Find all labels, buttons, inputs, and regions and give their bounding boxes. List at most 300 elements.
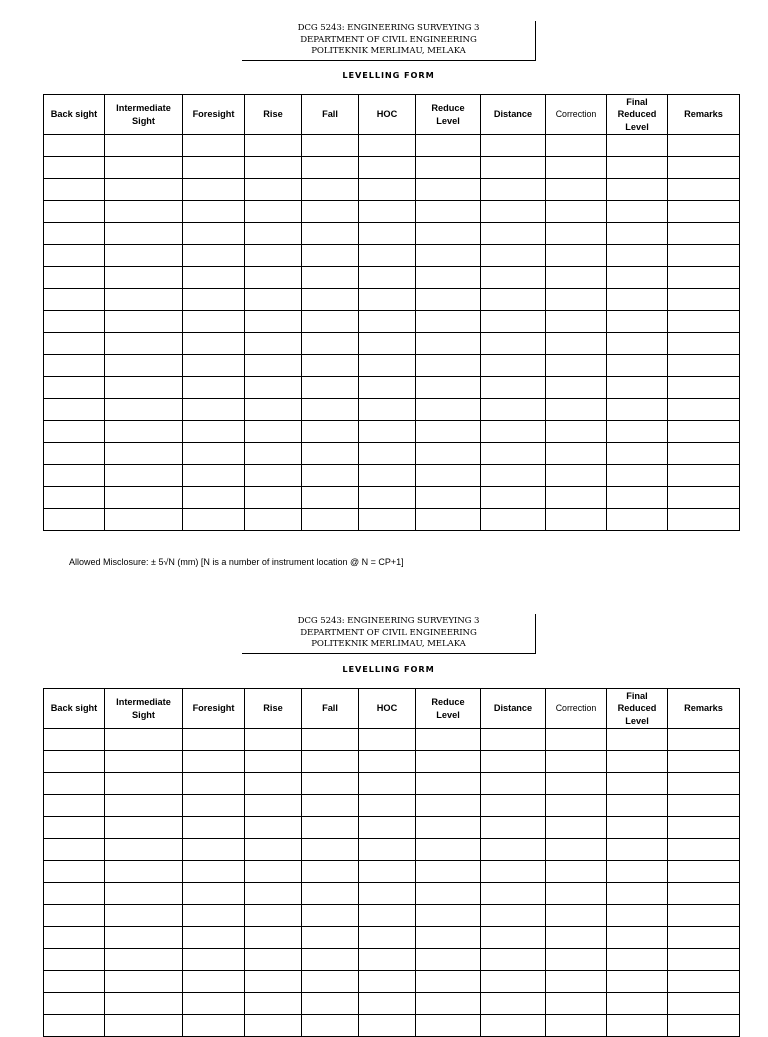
table-cell — [245, 377, 302, 399]
table-row — [44, 993, 740, 1015]
table-cell — [44, 1015, 105, 1037]
table-cell — [546, 751, 607, 773]
table-cell — [668, 421, 740, 443]
table-cell — [481, 795, 546, 817]
table-cell — [359, 993, 416, 1015]
table-cell — [105, 421, 183, 443]
table-cell — [607, 795, 668, 817]
table-cell — [359, 245, 416, 267]
table-cell — [416, 355, 481, 377]
table-cell — [546, 817, 607, 839]
table-cell — [183, 993, 245, 1015]
table-cell — [245, 201, 302, 223]
table-row — [44, 949, 740, 971]
table-cell — [607, 289, 668, 311]
table-cell — [302, 421, 359, 443]
table-cell — [668, 201, 740, 223]
table-cell — [481, 465, 546, 487]
table-cell — [546, 883, 607, 905]
table-cell — [668, 135, 740, 157]
table-cell — [183, 927, 245, 949]
table-cell — [183, 399, 245, 421]
table-cell — [481, 839, 546, 861]
table-cell — [546, 993, 607, 1015]
table-cell — [546, 333, 607, 355]
table-cell — [245, 751, 302, 773]
col-remarks: Remarks — [668, 95, 740, 135]
table-body — [44, 729, 740, 1037]
table-cell — [44, 267, 105, 289]
table-cell — [416, 201, 481, 223]
table-cell — [245, 399, 302, 421]
table-row — [44, 289, 740, 311]
table-cell — [607, 949, 668, 971]
table-cell — [105, 487, 183, 509]
table-cell — [245, 333, 302, 355]
col-remarks: Remarks — [668, 689, 740, 729]
table-row — [44, 487, 740, 509]
table-cell — [183, 311, 245, 333]
table-cell — [607, 201, 668, 223]
table-cell — [183, 157, 245, 179]
table-cell — [183, 201, 245, 223]
table-cell — [416, 421, 481, 443]
table-cell — [44, 289, 105, 311]
table-cell — [44, 905, 105, 927]
table-cell — [359, 355, 416, 377]
table-cell — [302, 729, 359, 751]
table-cell — [245, 135, 302, 157]
table-cell — [668, 223, 740, 245]
table-cell — [416, 795, 481, 817]
table-cell — [481, 509, 546, 531]
table-cell — [668, 751, 740, 773]
table-cell — [359, 487, 416, 509]
form-title: LEVELLING FORM — [342, 664, 435, 674]
table-cell — [183, 861, 245, 883]
table-cell — [44, 245, 105, 267]
table-cell — [105, 729, 183, 751]
table-cell — [359, 465, 416, 487]
col-hoc: HOC — [359, 95, 416, 135]
institution-name: POLITEKNIK MERLIMAU, MELAKA — [311, 46, 466, 56]
table-cell — [359, 839, 416, 861]
table-cell — [245, 311, 302, 333]
table-cell — [481, 817, 546, 839]
table-cell — [44, 729, 105, 751]
table-cell — [359, 773, 416, 795]
table-cell — [359, 311, 416, 333]
table-cell — [546, 729, 607, 751]
table-cell — [302, 861, 359, 883]
table-cell — [607, 223, 668, 245]
table-cell — [668, 883, 740, 905]
table-cell — [607, 465, 668, 487]
table-cell — [546, 465, 607, 487]
table-cell — [105, 289, 183, 311]
table-cell — [302, 399, 359, 421]
table-cell — [105, 157, 183, 179]
table-cell — [359, 883, 416, 905]
table-cell — [607, 927, 668, 949]
table-cell — [183, 905, 245, 927]
table-cell — [302, 223, 359, 245]
table-body — [44, 135, 740, 531]
table-cell — [245, 905, 302, 927]
table-cell — [416, 245, 481, 267]
table-cell — [302, 311, 359, 333]
table-row — [44, 465, 740, 487]
table-cell — [668, 443, 740, 465]
col-rise: Rise — [245, 689, 302, 729]
table-cell — [359, 267, 416, 289]
table-cell — [668, 355, 740, 377]
table-cell — [245, 1015, 302, 1037]
table-cell — [302, 509, 359, 531]
table-cell — [245, 773, 302, 795]
table-row — [44, 971, 740, 993]
col-back-sight: Back sight — [44, 689, 105, 729]
table-cell — [607, 179, 668, 201]
table-cell — [44, 179, 105, 201]
col-intermediate-sight: Intermediate Sight — [105, 95, 183, 135]
table-cell — [359, 201, 416, 223]
table-cell — [105, 883, 183, 905]
table-cell — [302, 949, 359, 971]
table-cell — [546, 795, 607, 817]
table-cell — [183, 817, 245, 839]
table-cell — [546, 443, 607, 465]
table-cell — [245, 267, 302, 289]
table-cell — [668, 773, 740, 795]
table-cell — [481, 135, 546, 157]
table-cell — [44, 751, 105, 773]
table-cell — [416, 377, 481, 399]
table-cell — [359, 223, 416, 245]
table-row — [44, 333, 740, 355]
table-cell — [44, 311, 105, 333]
table-row — [44, 179, 740, 201]
table-cell — [44, 773, 105, 795]
table-cell — [302, 355, 359, 377]
table-cell — [481, 377, 546, 399]
table-cell — [302, 927, 359, 949]
table-cell — [668, 1015, 740, 1037]
table-cell — [44, 157, 105, 179]
table-cell — [183, 1015, 245, 1037]
table-row — [44, 443, 740, 465]
table-cell — [302, 795, 359, 817]
table-cell — [302, 751, 359, 773]
table-cell — [105, 201, 183, 223]
table-cell — [44, 817, 105, 839]
table-cell — [481, 861, 546, 883]
table-cell — [607, 399, 668, 421]
table-cell — [302, 245, 359, 267]
table-cell — [416, 905, 481, 927]
table-cell — [302, 905, 359, 927]
table-cell — [546, 861, 607, 883]
table-cell — [546, 377, 607, 399]
table-cell — [359, 795, 416, 817]
col-distance: Distance — [481, 95, 546, 135]
table-cell — [245, 465, 302, 487]
table-cell — [668, 795, 740, 817]
table-cell — [668, 157, 740, 179]
table-row — [44, 751, 740, 773]
col-hoc: HOC — [359, 689, 416, 729]
table-row — [44, 355, 740, 377]
table-cell — [105, 179, 183, 201]
table-cell — [481, 267, 546, 289]
table-cell — [183, 465, 245, 487]
table-cell — [359, 905, 416, 927]
table-cell — [245, 861, 302, 883]
table-cell — [245, 971, 302, 993]
table-cell — [245, 927, 302, 949]
table-cell — [44, 399, 105, 421]
table-cell — [302, 157, 359, 179]
table-cell — [183, 421, 245, 443]
table-cell — [607, 751, 668, 773]
table-cell — [481, 223, 546, 245]
table-cell — [546, 1015, 607, 1037]
table-cell — [546, 289, 607, 311]
misclosure-note: Allowed Misclosure: ± 5√N (mm) [N is a number of instrument location @ N = CP+1] — [69, 557, 404, 567]
table-cell — [105, 905, 183, 927]
table-cell — [105, 223, 183, 245]
table-cell — [546, 223, 607, 245]
table-cell — [359, 157, 416, 179]
table-cell — [359, 729, 416, 751]
table-cell — [607, 817, 668, 839]
table-cell — [44, 465, 105, 487]
col-intermediate-sight: Intermediate Sight — [105, 689, 183, 729]
table-cell — [416, 971, 481, 993]
table-cell — [245, 883, 302, 905]
table-cell — [359, 509, 416, 531]
table-cell — [302, 267, 359, 289]
table-cell — [668, 487, 740, 509]
table-cell — [416, 289, 481, 311]
table-cell — [105, 949, 183, 971]
table-cell — [183, 729, 245, 751]
table-cell — [105, 267, 183, 289]
table-cell — [481, 355, 546, 377]
table-row — [44, 245, 740, 267]
table-cell — [416, 135, 481, 157]
table-cell — [44, 443, 105, 465]
table-cell — [302, 465, 359, 487]
table-cell — [546, 509, 607, 531]
table-cell — [302, 883, 359, 905]
table-cell — [481, 927, 546, 949]
table-cell — [481, 751, 546, 773]
table-row — [44, 377, 740, 399]
table-cell — [359, 861, 416, 883]
table-cell — [44, 971, 105, 993]
table-cell — [416, 267, 481, 289]
table-row — [44, 135, 740, 157]
table-cell — [668, 509, 740, 531]
table-cell — [546, 179, 607, 201]
department-name: DEPARTMENT OF CIVIL ENGINEERING — [300, 627, 477, 638]
col-correction: Correction — [546, 689, 607, 729]
form-title: LEVELLING FORM — [342, 70, 435, 80]
table-cell — [183, 179, 245, 201]
table-cell — [359, 949, 416, 971]
table-row — [44, 729, 740, 751]
col-back-sight: Back sight — [44, 95, 105, 135]
table-cell — [245, 487, 302, 509]
table-cell — [607, 905, 668, 927]
table-cell — [245, 443, 302, 465]
levelling-table — [43, 94, 740, 531]
table-cell — [245, 993, 302, 1015]
table-cell — [44, 135, 105, 157]
table-cell — [183, 443, 245, 465]
table-cell — [105, 861, 183, 883]
table-cell — [481, 421, 546, 443]
table-cell — [44, 223, 105, 245]
table-cell — [183, 773, 245, 795]
table-cell — [105, 927, 183, 949]
table-cell — [302, 773, 359, 795]
table-cell — [183, 245, 245, 267]
table-cell — [245, 245, 302, 267]
table-cell — [416, 773, 481, 795]
table-cell — [668, 267, 740, 289]
table-cell — [668, 729, 740, 751]
table-cell — [481, 487, 546, 509]
table-cell — [105, 971, 183, 993]
col-final-reduced-level: Final Reduced Level — [607, 95, 668, 135]
table-cell — [245, 729, 302, 751]
table-cell — [668, 245, 740, 267]
table-cell — [607, 245, 668, 267]
table-cell — [245, 223, 302, 245]
table-cell — [105, 795, 183, 817]
table-cell — [668, 839, 740, 861]
table-row — [44, 861, 740, 883]
table-cell — [668, 179, 740, 201]
table-cell — [481, 729, 546, 751]
table-cell — [607, 861, 668, 883]
table-cell — [302, 135, 359, 157]
table-cell — [546, 135, 607, 157]
table-cell — [183, 289, 245, 311]
table-cell — [607, 487, 668, 509]
table-cell — [416, 399, 481, 421]
table-cell — [44, 861, 105, 883]
table-cell — [546, 157, 607, 179]
table-cell — [416, 333, 481, 355]
table-cell — [668, 971, 740, 993]
table-cell — [105, 817, 183, 839]
table-cell — [546, 267, 607, 289]
table-cell — [416, 839, 481, 861]
col-reduce-level: Reduce Level — [416, 95, 481, 135]
table-cell — [607, 883, 668, 905]
table-cell — [183, 971, 245, 993]
table-cell — [183, 135, 245, 157]
table-cell — [44, 487, 105, 509]
form-header — [242, 21, 536, 61]
table-cell — [607, 311, 668, 333]
table-cell — [481, 1015, 546, 1037]
table-cell — [481, 333, 546, 355]
table-cell — [481, 971, 546, 993]
table-cell — [546, 399, 607, 421]
table-cell — [607, 333, 668, 355]
table-cell — [481, 773, 546, 795]
header-row — [44, 95, 740, 135]
table-cell — [546, 949, 607, 971]
table-cell — [607, 729, 668, 751]
table-cell — [416, 817, 481, 839]
table-cell — [359, 377, 416, 399]
table-cell — [183, 355, 245, 377]
table-cell — [607, 135, 668, 157]
table-cell — [105, 333, 183, 355]
table-row — [44, 509, 740, 531]
table-cell — [481, 883, 546, 905]
table-cell — [546, 927, 607, 949]
table-cell — [245, 157, 302, 179]
table-cell — [359, 135, 416, 157]
table-cell — [607, 157, 668, 179]
table-row — [44, 773, 740, 795]
table-cell — [183, 795, 245, 817]
course-title: DCG 5243: ENGINEERING SURVEYING 3 — [297, 23, 480, 33]
levelling-table — [43, 688, 740, 1037]
table-cell — [359, 421, 416, 443]
table-cell — [302, 487, 359, 509]
table-cell — [668, 861, 740, 883]
table-cell — [607, 421, 668, 443]
institution-name: POLITEKNIK MERLIMAU, MELAKA — [311, 639, 466, 649]
table-cell — [607, 509, 668, 531]
table-cell — [302, 201, 359, 223]
table-cell — [359, 817, 416, 839]
table-row — [44, 201, 740, 223]
table-cell — [481, 245, 546, 267]
table-row — [44, 157, 740, 179]
table-cell — [183, 223, 245, 245]
table-cell — [607, 993, 668, 1015]
table-cell — [546, 839, 607, 861]
table-cell — [183, 949, 245, 971]
table-cell — [105, 135, 183, 157]
table-cell — [44, 333, 105, 355]
table-cell — [416, 927, 481, 949]
table-cell — [105, 773, 183, 795]
table-row — [44, 839, 740, 861]
col-foresight: Foresight — [183, 689, 245, 729]
table-cell — [44, 509, 105, 531]
table-cell — [416, 223, 481, 245]
table-cell — [546, 487, 607, 509]
table-row — [44, 795, 740, 817]
table-cell — [105, 311, 183, 333]
table-cell — [607, 1015, 668, 1037]
col-distance: Distance — [481, 689, 546, 729]
table-cell — [183, 883, 245, 905]
table-cell — [245, 949, 302, 971]
table-row — [44, 267, 740, 289]
table-cell — [416, 157, 481, 179]
table-cell — [302, 993, 359, 1015]
